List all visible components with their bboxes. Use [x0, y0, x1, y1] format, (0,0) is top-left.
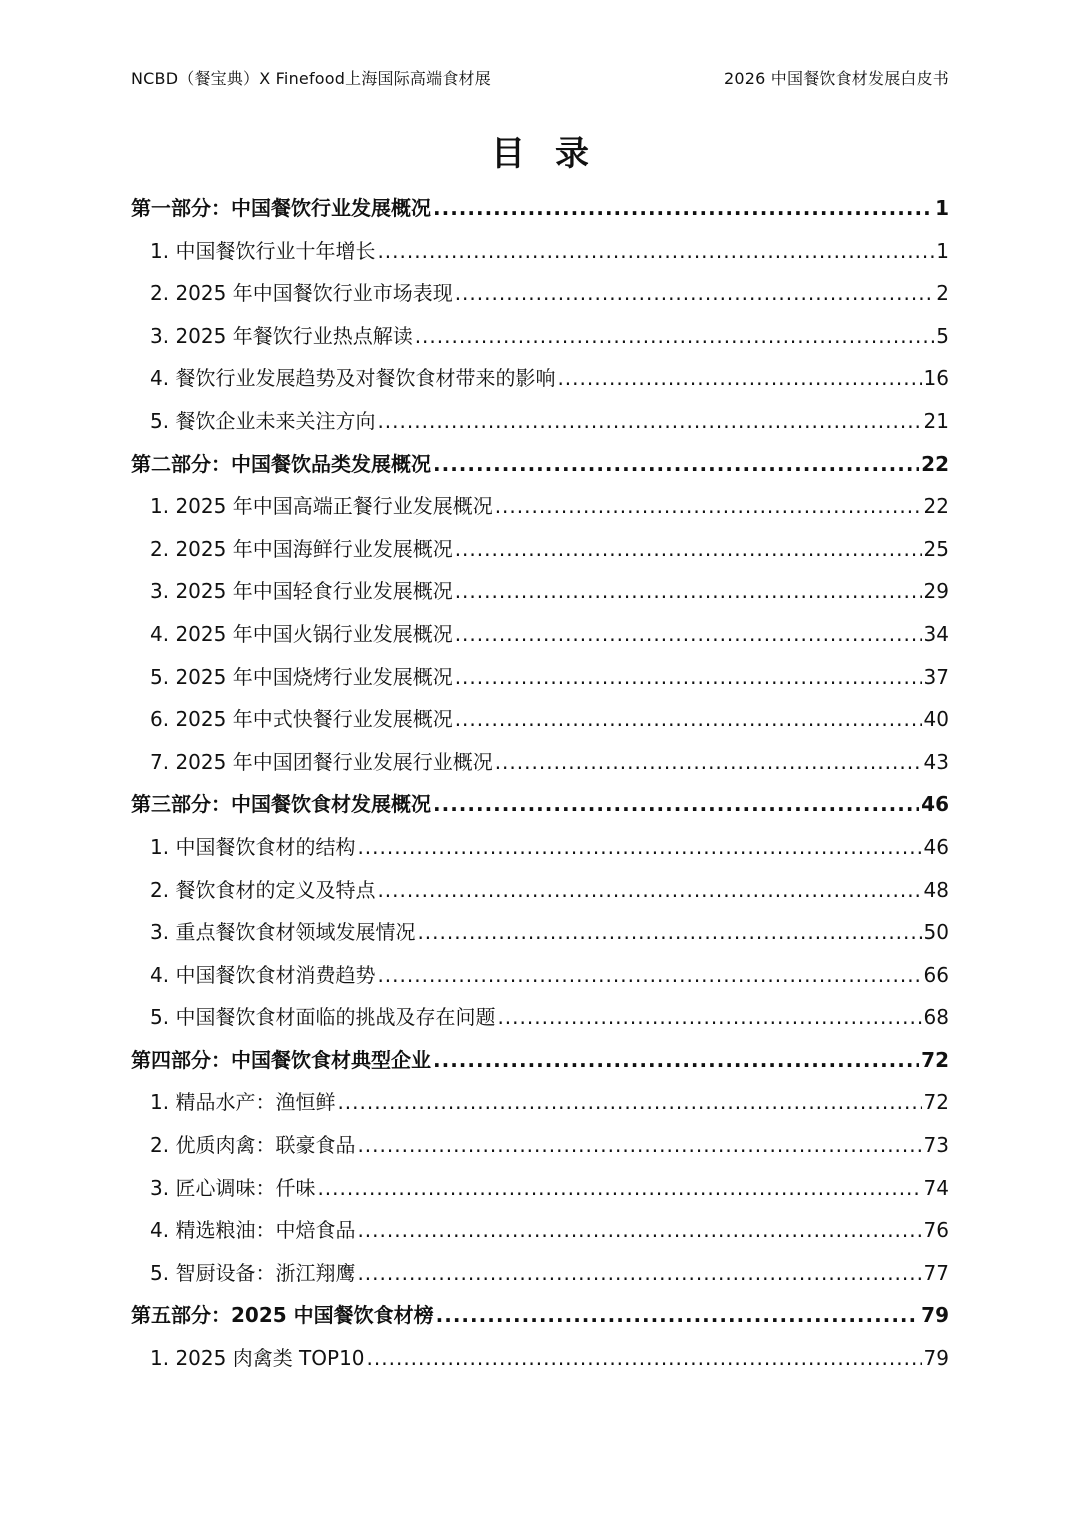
toc-label: 第一部分：中国餐饮行业发展概况 — [131, 196, 431, 220]
toc-item-row[interactable] — [131, 230, 949, 273]
toc-page-number: 1 — [936, 238, 949, 263]
toc-item-row[interactable] — [131, 954, 949, 997]
toc-item-row[interactable] — [131, 485, 949, 528]
toc-item-row[interactable] — [131, 1124, 949, 1167]
toc-label: 5. 餐饮企业未来关注方向 — [150, 408, 376, 433]
toc-part-row[interactable] — [131, 783, 949, 826]
toc-label: 6. 2025 年中式快餐行业发展概况 — [150, 707, 453, 732]
toc-leader-dots — [415, 315, 935, 358]
toc-label: 1. 精品水产：渔恒鲜 — [150, 1090, 336, 1115]
toc-leader-dots — [455, 570, 922, 613]
toc-leader-dots — [495, 485, 922, 528]
toc-part-row[interactable] — [131, 1039, 949, 1082]
toc-item-row[interactable] — [131, 869, 949, 912]
toc-label: 4. 中国餐饮食材消费趋势 — [150, 962, 376, 987]
toc-item-row[interactable] — [131, 400, 949, 443]
toc-leader-dots — [317, 1167, 921, 1210]
toc-leader-dots — [557, 357, 921, 400]
toc-item-row[interactable] — [131, 1252, 949, 1295]
toc-item-row[interactable] — [131, 315, 949, 358]
toc-page-number: 1 — [935, 196, 949, 220]
toc-part-row[interactable] — [131, 443, 949, 486]
toc-page-number: 48 — [923, 877, 949, 902]
page-header — [131, 64, 949, 90]
toc-leader-dots — [417, 911, 921, 954]
toc-page-number: 76 — [923, 1218, 949, 1243]
toc-leader-dots — [377, 869, 921, 912]
toc-label: 2. 餐饮食材的定义及特点 — [150, 877, 376, 902]
toc-label: 1. 中国餐饮行业十年增长 — [150, 238, 376, 263]
toc-label: 4. 餐饮行业发展趋势及对餐饮食材带来的影响 — [150, 366, 556, 391]
toc-page-number: 73 — [923, 1133, 949, 1158]
toc-leader-dots — [455, 698, 922, 741]
header-left-text: NCBD（餐宝典）X Finefood上海国际高端食材展 — [131, 68, 491, 88]
toc-leader-dots — [367, 1337, 922, 1380]
toc-label: 第二部分：中国餐饮品类发展概况 — [131, 451, 431, 476]
toc-item-row[interactable] — [131, 741, 949, 784]
toc-item-row[interactable] — [131, 826, 949, 869]
toc-part-row[interactable] — [131, 1294, 949, 1337]
toc-page-number: 40 — [923, 707, 949, 732]
toc-label: 1. 2025 年中国高端正餐行业发展概况 — [150, 494, 493, 519]
toc-page-number: 72 — [923, 1090, 949, 1115]
toc-item-row[interactable] — [131, 357, 949, 400]
toc-label: 2. 优质肉禽：联豪食品 — [150, 1133, 356, 1158]
toc-label: 3. 2025 年中国轻食行业发展概况 — [150, 579, 453, 604]
toc-leader-dots — [377, 954, 921, 997]
header-right-text: 2026 中国餐饮食材发展白皮书 — [723, 68, 949, 88]
toc-leader-dots — [436, 1294, 920, 1337]
toc-label: 7. 2025 年中国团餐行业发展行业概况 — [150, 749, 493, 774]
toc-leader-dots — [357, 1252, 921, 1295]
toc-label: 4. 2025 年中国火锅行业发展概况 — [150, 621, 453, 646]
toc-page-number: 72 — [921, 1047, 949, 1072]
toc-item-row[interactable] — [131, 272, 949, 315]
toc-leader-dots — [377, 400, 921, 443]
toc-page-number: 16 — [923, 366, 949, 391]
toc-label: 3. 匠心调味：仟味 — [150, 1175, 316, 1200]
toc-leader-dots — [497, 996, 921, 1039]
toc-page-number: 74 — [923, 1175, 949, 1200]
toc-page-number: 79 — [921, 1303, 949, 1328]
toc-page-number: 46 — [921, 792, 949, 817]
toc-label: 5. 智厨设备：浙江翔鹰 — [150, 1260, 356, 1285]
toc-label: 5. 2025 年中国烧烤行业发展概况 — [150, 664, 453, 689]
toc-leader-dots — [455, 656, 922, 699]
toc-leader-dots — [357, 826, 921, 869]
toc-label: 3. 2025 年餐饮行业热点解读 — [150, 323, 413, 348]
toc-leader-dots — [357, 1124, 921, 1167]
toc-leader-dots — [377, 230, 934, 273]
toc-page-number: 22 — [921, 451, 949, 476]
toc-page-number: 25 — [923, 536, 949, 561]
toc-item-row[interactable] — [131, 996, 949, 1039]
toc-item-row[interactable] — [131, 613, 949, 656]
toc-label: 2. 2025 年中国海鲜行业发展概况 — [150, 536, 453, 561]
toc-item-row[interactable] — [131, 1167, 949, 1210]
toc-item-row[interactable] — [131, 570, 949, 613]
toc-item-row[interactable] — [131, 911, 949, 954]
toc-page-number: 21 — [923, 408, 949, 433]
toc-page-number: 34 — [923, 621, 949, 646]
table-of-contents — [131, 187, 949, 1380]
toc-label: 第三部分：中国餐饮食材发展概况 — [131, 792, 431, 817]
toc-leader-dots — [455, 613, 922, 656]
toc-leader-dots — [495, 741, 922, 784]
toc-label: 4. 精选粮油：中焙食品 — [150, 1218, 356, 1243]
toc-page-number: 43 — [923, 749, 949, 774]
toc-leader-dots — [337, 1081, 921, 1124]
toc-label: 1. 中国餐饮食材的结构 — [150, 834, 356, 859]
toc-item-row[interactable] — [131, 1081, 949, 1124]
toc-page-number: 68 — [923, 1005, 949, 1030]
toc-page-number: 5 — [936, 323, 949, 348]
toc-page-number: 50 — [923, 920, 949, 945]
toc-page-number: 77 — [923, 1260, 949, 1285]
toc-item-row[interactable] — [131, 656, 949, 699]
toc-page-number: 37 — [923, 664, 949, 689]
toc-label: 2. 2025 年中国餐饮行业市场表现 — [150, 281, 453, 306]
toc-item-row[interactable] — [131, 698, 949, 741]
toc-leader-dots — [433, 443, 919, 486]
toc-page-number: 2 — [936, 281, 949, 306]
toc-page-number: 79 — [923, 1346, 949, 1371]
toc-item-row[interactable] — [131, 528, 949, 571]
toc-part-row[interactable] — [131, 187, 949, 230]
toc-leader-dots — [455, 272, 935, 315]
toc-label: 3. 重点餐饮食材领域发展情况 — [150, 920, 416, 945]
toc-label: 5. 中国餐饮食材面临的挑战及存在问题 — [150, 1005, 496, 1030]
toc-label: 1. 2025 肉禽类 TOP10 — [150, 1346, 365, 1371]
toc-leader-dots — [455, 528, 922, 571]
toc-page-number: 29 — [923, 579, 949, 604]
page-title: 目录 — [491, 134, 619, 174]
toc-item-row[interactable] — [131, 1209, 949, 1252]
toc-leader-dots — [433, 1039, 919, 1082]
toc-leader-dots — [357, 1209, 921, 1252]
toc-page-number: 66 — [923, 962, 949, 987]
toc-label: 第五部分：2025 中国餐饮食材榜 — [131, 1303, 434, 1328]
toc-page-number: 46 — [923, 834, 949, 859]
toc-item-row[interactable] — [131, 1337, 949, 1380]
toc-page-number: 22 — [923, 494, 949, 519]
toc-leader-dots — [433, 187, 933, 230]
toc-leader-dots — [433, 783, 919, 826]
toc-label: 第四部分：中国餐饮食材典型企业 — [131, 1047, 431, 1072]
